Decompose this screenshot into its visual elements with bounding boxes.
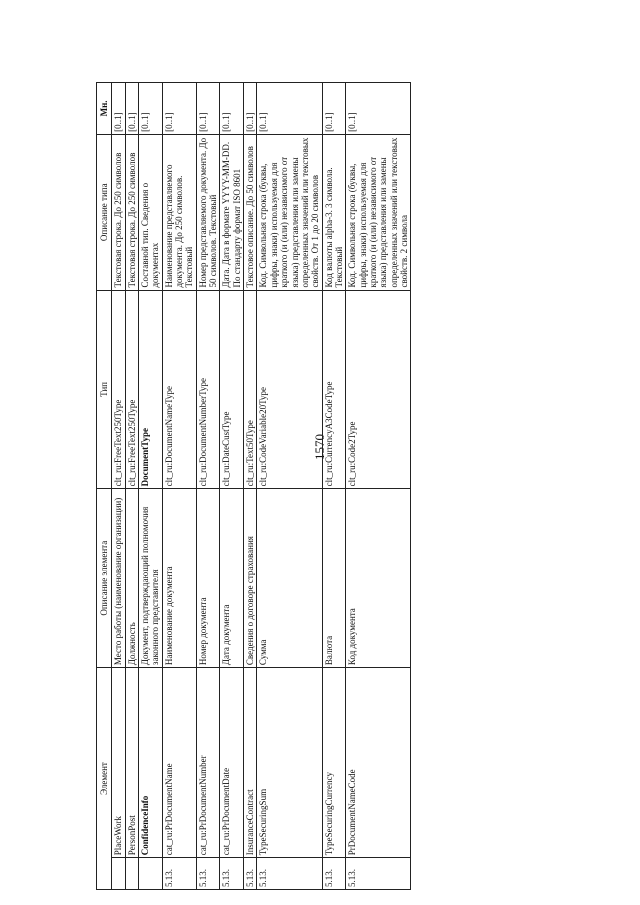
table-row — [244, 83, 257, 890]
header-element: Элемент — [97, 668, 112, 890]
page-number: 1570 — [312, 434, 327, 460]
row-type-description: Текстовое описание. До 50 символов — [244, 134, 257, 290]
row-multiplicity: [0..1] — [162, 83, 196, 135]
row-element: cat_ru:PrDocumentNumber — [196, 668, 220, 858]
header-type: Тип — [97, 290, 112, 489]
row-type: clt_ru:DocumentNumberType — [196, 290, 220, 489]
row-multiplicity: [0..1] — [112, 83, 125, 135]
row-number: 5.13. — [244, 858, 257, 890]
row-number — [125, 858, 138, 890]
row-type: DocumentType — [139, 290, 163, 489]
row-type: clt_ru:CodeVariable20Type — [257, 290, 322, 489]
row-type-description: Наименование представляемого документа. До 250 символов. Текстовый — [162, 134, 196, 290]
header-description: Описание элемента — [97, 489, 112, 668]
row-multiplicity: [0..1] — [125, 83, 138, 135]
row-element: InsuranceContract — [244, 668, 257, 858]
table-row — [162, 83, 196, 890]
row-multiplicity: [0..1] — [322, 83, 346, 135]
row-multiplicity: [0..1] — [244, 83, 257, 135]
row-type-description: Текстовая строка. До 250 символов — [112, 134, 125, 290]
row-multiplicity: [0..1] — [139, 83, 163, 135]
row-description: Код документа — [346, 489, 411, 668]
row-description: Должность — [125, 489, 138, 668]
row-number: 5.13. — [322, 858, 346, 890]
row-type-description: Код. Символьная строка (буквы, цифры, знаки) используемая для краткого (и (или) независимого от языка) представления или замены определенных значений или текстовых свойств. От 1 до 20 символов — [257, 134, 322, 290]
row-type-description: Код валюты alpha-3. 3 символа. Текстовый — [322, 134, 346, 290]
row-number: 5.13. — [257, 858, 322, 890]
row-multiplicity: [0..1] — [196, 83, 220, 135]
row-element: ConfidenceInfo — [139, 668, 163, 858]
row-description: Дата документа — [220, 489, 244, 668]
table-row — [220, 83, 244, 890]
row-description: Сумма — [257, 489, 322, 668]
table-row — [322, 83, 346, 890]
row-type-description: Номер представляемого документа. До 50 символов. Текстовый — [196, 134, 220, 290]
row-element: TypeSecuringSum — [257, 668, 322, 858]
table-row — [346, 83, 411, 890]
row-description: Валюта — [322, 489, 346, 668]
table-row — [196, 83, 220, 890]
table-row — [139, 83, 163, 890]
document-table-container — [96, 82, 584, 890]
row-description: Наименование документа — [162, 489, 196, 668]
header-multiplicity: Мн. — [97, 83, 112, 135]
row-element: cat_ru:PrDocumentDate — [220, 668, 244, 858]
row-type: clt_ru:FreeText250Type — [112, 290, 125, 489]
row-type-description: Составной тип. Сведения о документах — [139, 134, 163, 290]
row-multiplicity: [0..1] — [220, 83, 244, 135]
row-description: Сведения о договоре страхования — [244, 489, 257, 668]
row-description: Документ, подтверждающий полномочия законного представителя — [139, 489, 163, 668]
row-number — [139, 858, 163, 890]
row-element: PlaceWork — [112, 668, 125, 858]
row-number: 5.13. — [162, 858, 196, 890]
row-number: 5.13. — [196, 858, 220, 890]
row-type: clt_ru:CurrencyA3CodeType — [322, 290, 346, 489]
row-description: Место работы (наименование организации) — [112, 489, 125, 668]
header-type-description: Описание типа — [97, 134, 112, 290]
row-type: clt_ru:DocumentNameType — [162, 290, 196, 489]
row-type-description: Дата. Дата в формате YYYY-MM-DD. По стандарту формат ISO 8601 — [220, 134, 244, 290]
row-type-description: Код. Символьная строка (буквы, цифры, знаки) используемая для краткого (и (или) независимого от языка) представления или замены определенных значений или текстовых свойств. 2 символа — [346, 134, 411, 290]
row-multiplicity: [0..1] — [346, 83, 411, 135]
row-type: clt_ru:FreeText250Type — [125, 290, 138, 489]
row-element: TypeSecuringCurrency — [322, 668, 346, 858]
row-description: Номер документа — [196, 489, 220, 668]
row-number: 5.13. — [220, 858, 244, 890]
table-row — [112, 83, 125, 890]
row-element: PrDocumentNameCode — [346, 668, 411, 858]
row-type-description: Текстовая строка. До 250 символов — [125, 134, 138, 290]
table-row — [257, 83, 322, 890]
row-element: cat_ru:PrDocumentName — [162, 668, 196, 858]
row-multiplicity: [0..1] — [257, 83, 322, 135]
table-header-row — [97, 83, 112, 890]
row-type: clt_ru:Text50Type — [244, 290, 257, 489]
row-type: clt_ru:Code2Type — [346, 290, 411, 489]
table-row — [125, 83, 138, 890]
row-number — [112, 858, 125, 890]
row-element: PersonPost — [125, 668, 138, 858]
row-number: 5.13. — [346, 858, 411, 890]
document-table — [96, 82, 411, 890]
row-type: clt_ru:DateCustType — [220, 290, 244, 489]
